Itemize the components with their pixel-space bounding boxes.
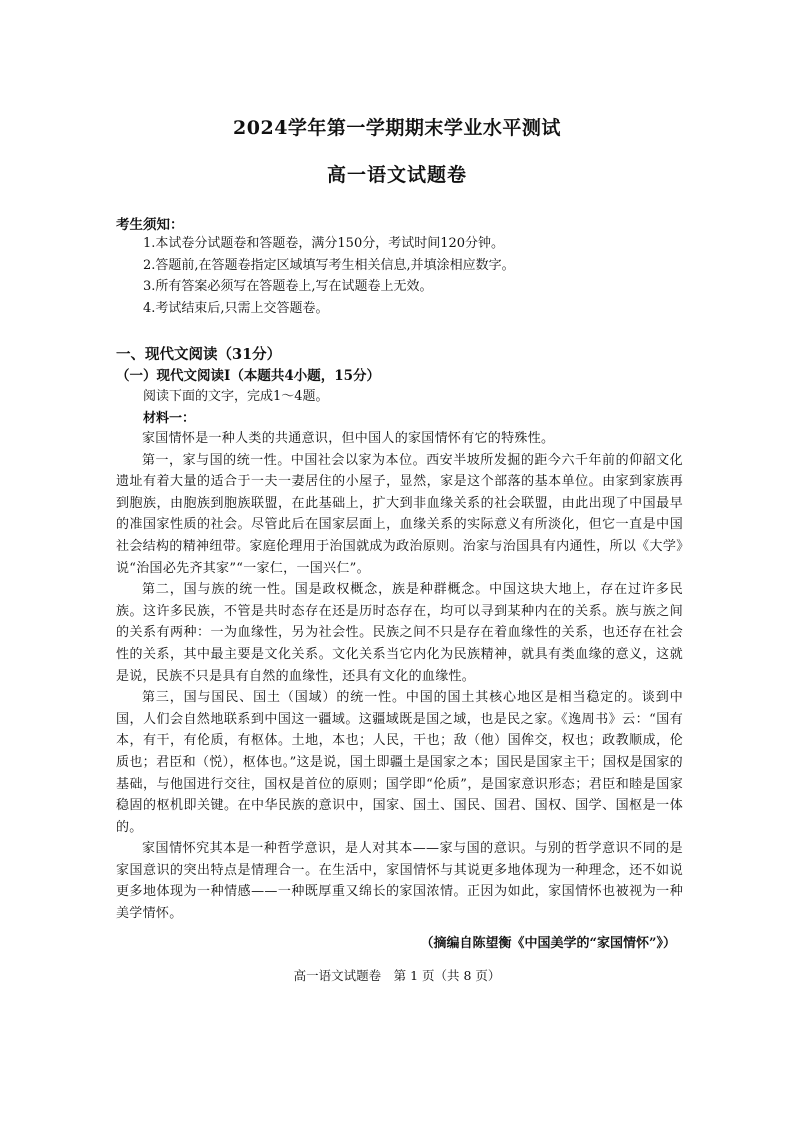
paragraph: 第三，国与国民、国土（国域）的统一性。中国的国土其核心地区是相当稳定的。谈到中国，人们会自然地联系到中国这一疆域。这疆域既是国之域，也是民之家。《逸周书》云：“国有本，有干，有伦质，有枢体。土地，本也；人民，干也；敌（他）国侔交，权也；政教顺成，伦质也；君臣和（悦），枢体也。”这是说，国土即疆土是国家之本；国民是国家主干；国权是国家的基础，与他国进行交往，国权是首位的原则；国学即“伦质”，是国家意识形态；君臣和睦是国家稳固的枢机即关键。在中华民族的意识中，国家、国土、国民、国君、国权、国学、国枢是一体的。 xyxy=(116,690,683,835)
notice-item: 4.考试结束后,只需上交答题卷。 xyxy=(143,300,329,316)
notice-list xyxy=(143,233,515,319)
paragraph: 家国情怀是一种人类的共通意识，但中国人的家国情怀有它的特殊性。 xyxy=(142,431,555,446)
notice-label: 考生须知： xyxy=(116,217,184,233)
notice-item: 2.答题前,在答题卷指定区域填写考生相关信息,并填涂相应数字。 xyxy=(143,257,515,273)
page-footer: 高一语文试题卷 第 1 页（共 8 页） xyxy=(293,968,501,983)
material-label: 材料一： xyxy=(143,411,196,426)
exam-subtitle: 高一语文试题卷 xyxy=(326,164,467,186)
exam-title: 2024学年第一学期期末学业水平测试 xyxy=(233,117,561,139)
section-subtitle: （一）现代文阅读Ⅰ（本题共4小题，15分） xyxy=(116,368,380,384)
source-citation: （摘编自陈望衡《中国美学的“家国情怀”》） xyxy=(420,936,676,951)
paragraph: 第一，家与国的统一性。中国社会以家为本位。西安半坡所发掘的距今六千年前的仰韶文化遗址有着大量的适合于一夫一妻居住的小屋子，显然，家是这个部落的基本单位。由家到家族再到胞族，由胞族到胞族联盟，在此基础上，扩大到非血缘关系的社会联盟，由此出现了中国最早的准国家性质的社会。尽管此后在国家层面上，血缘关系的实际意义有所淡化，但它一直是中国社会结构的精神纽带。家庭伦理用于治国就成为政治原则。治家与治国具有内通性，所以《大学》说“治国必先齐其家”“一家仁，一国兴仁”。 xyxy=(116,452,683,576)
section-title: 一、现代文阅读（31分） xyxy=(116,346,282,363)
instruction: 阅读下面的文字，完成1～4题。 xyxy=(143,389,329,404)
material-body xyxy=(116,428,683,925)
notice-item: 3.所有答案必须写在答题卷上,写在试题卷上无效。 xyxy=(143,279,433,294)
paragraph: 第二，国与族的统一性。国是政权概念，族是种群概念。中国这块大地上，存在过许多民族。这许多民族，不管是共时态存在还是历时态存在，均可以寻到某种内在的关系。族与族之间的关系有两种：一为血缘性，另为社会性。民族之间不只是存在着血缘性的关系，也还存在社会性的关系，其中最主要是文化关系。文化关系当它内化为民族精神，就具有类血缘的意义，这就是说，民族不只是具有自然的血缘性，还具有文化的血缘性。 xyxy=(116,582,683,684)
paragraph: 家国情怀究其本是一种哲学意识，是人对其本——家与国的意识。与别的哲学意识不同的是家国意识的突出特点是情理合一。在生活中，家国情怀与其说更多地体现为一种理念，还不如说更多地体现为一种情感——一种既厚重又绵长的家国浓情。正因为如此，家国情怀也被视为一种美学情怀。 xyxy=(116,841,683,922)
notice-item: 1.本试卷分试题卷和答题卷，满分150分，考试时间120分钟。 xyxy=(143,236,505,251)
